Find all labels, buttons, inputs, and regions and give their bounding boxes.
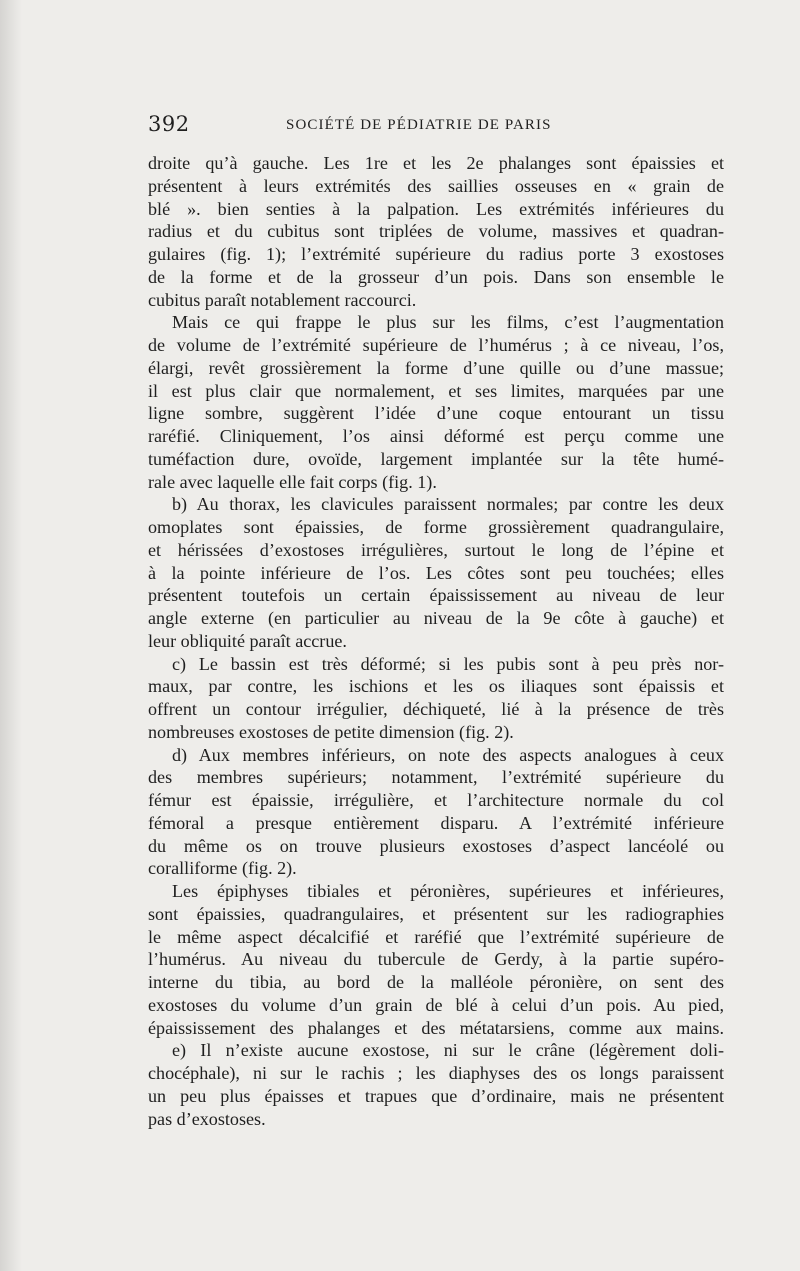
page-edge-shadow	[0, 0, 22, 1271]
text-line: épaississement des phalanges et des métatarsiens, comme aux mains.	[148, 1017, 724, 1038]
text-line: le même aspect décalcifié et raréfié que l’extrémité supérieure de	[148, 926, 724, 947]
text-line: nombreuses exostoses de petite dimension (fig. 2).	[148, 721, 514, 742]
running-title: SOCIÉTÉ DE PÉDIATRIE DE PARIS	[286, 117, 552, 133]
body-text	[148, 152, 724, 1130]
text-line: e) Il n’existe aucune exostose, ni sur le crâne (légèrement doli-	[172, 1040, 724, 1061]
text-line: présentent à leurs extrémités des saillies osseuses en « grain de	[148, 175, 724, 196]
text-line: élargi, revêt grossièrement la forme d’une quille ou d’une massue;	[148, 357, 724, 378]
text-line: blé ». bien senties à la palpation. Les extrémités inférieures du	[148, 198, 724, 219]
text-line: présentent toutefois un certain épaississement au niveau de leur	[148, 585, 724, 606]
text-line: radius et du cubitus sont triplées de volume, massives et quadran-	[148, 221, 724, 242]
text-line: interne du tibia, au bord de la malléole péronière, on sent des	[148, 972, 724, 992]
text-line: cubitus paraît notablement raccourci.	[148, 289, 417, 310]
text-line: l’humérus. Au niveau du tubercule de Gerdy, à la partie supéro-	[148, 949, 724, 970]
text-line: à la pointe inférieure de l’os. Les côtes sont peu touchées; elles	[148, 562, 724, 583]
text-line: de la forme et de la grosseur d’un pois. Dans son ensemble le	[148, 266, 724, 287]
text-line: c) Le bassin est très déformé; si les pubis sont à peu près nor-	[172, 653, 724, 674]
page-header	[148, 112, 724, 136]
text-line: il est plus clair que normalement, et ses limites, marquées par une	[148, 380, 724, 401]
text-line: droite qu’à gauche. Les 1re et les 2e phalanges sont épaissies et	[148, 153, 724, 173]
text-line: b) Au thorax, les clavicules paraissent normales; par contre les deux	[172, 494, 724, 515]
text-line: un peu plus épaisses et trapues que d’ordinaire, mais ne présentent	[148, 1085, 724, 1106]
text-line: Les épiphyses tibiales et péronières, supérieures et inférieures,	[172, 881, 724, 901]
text-line: coralliforme (fig. 2).	[148, 858, 297, 879]
text-line: ligne sombre, suggèrent l’idée d’une coque entourant un tissu	[148, 403, 724, 424]
text-line: gulaires (fig. 1); l’extrémité supérieure du radius porte 3 exostoses	[148, 244, 724, 264]
text-line: maux, par contre, les ischions et les os iliaques sont épaissis et	[148, 676, 724, 697]
text-line: fémoral a presque entièrement disparu. A l’extrémité inférieure	[148, 812, 724, 833]
text-line: pas d’exostoses.	[148, 1108, 266, 1129]
text-line: d) Aux membres inférieurs, on note des aspects analogues à ceux	[172, 744, 724, 765]
text-line: omoplates sont épaissies, de forme grossièrement quadrangulaire,	[148, 517, 724, 537]
text-line: chocéphale), ni sur le rachis ; les diaphyses des os longs paraissent	[148, 1063, 724, 1083]
text-line: des membres supérieurs; notamment, l’extrémité supérieure du	[148, 767, 724, 788]
text-line: exostoses du volume d’un grain de blé à celui d’un pois. Au pied,	[148, 994, 724, 1015]
text-line: angle externe (en particulier au niveau de la 9e côte à gauche) et	[148, 608, 724, 628]
text-line: rale avec laquelle elle fait corps (fig. 1).	[148, 471, 437, 492]
text-line: tuméfaction dure, ovoïde, largement implantée sur la tête humé-	[148, 448, 724, 469]
text-line: raréfié. Cliniquement, l’os ainsi déformé est perçu comme une	[148, 426, 724, 446]
text-line: offrent un contour irrégulier, déchiqueté, lié à la présence de très	[148, 699, 724, 719]
text-line: de volume de l’extrémité supérieure de l’humérus ; à ce niveau, l’os,	[148, 335, 724, 355]
text-line: fémur est épaissie, irrégulière, et l’architecture normale du col	[148, 790, 724, 810]
page-number: 392	[148, 112, 190, 136]
text-line: Mais ce qui frappe le plus sur les films, c’est l’augmentation	[172, 312, 724, 333]
text-line: leur obliquité paraît accrue.	[148, 630, 347, 651]
text-line: et hérissées d’exostoses irrégulières, surtout le long de l’épine et	[148, 539, 724, 560]
text-line: sont épaissies, quadrangulaires, et présentent sur les radiographies	[148, 903, 724, 924]
text-line: du même os on trouve plusieurs exostoses d’aspect lancéolé ou	[148, 835, 724, 856]
